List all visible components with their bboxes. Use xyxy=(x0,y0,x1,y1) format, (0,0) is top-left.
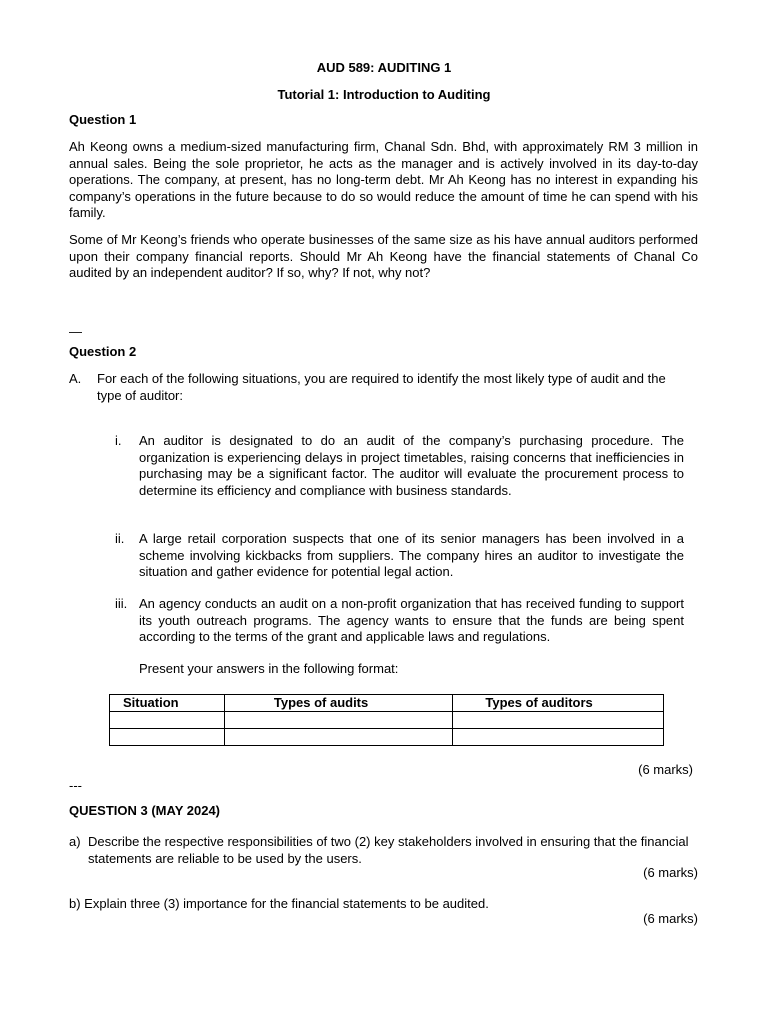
part-a-q3-text: Describe the respective responsibilities of two (2) key stakeholders involved in ensuring that the financial statements are reliable to be used by the users. xyxy=(88,834,689,866)
question-1-paragraph-2: Some of Mr Keong’s friends who operate businesses of the same size as his have annual auditors performed upon their company financial reports. Should Mr Ah Keong have the financial statements of Chanal Co audited by an independent auditor? If so, why? If not, why not? xyxy=(69,232,698,280)
part-b-q3-text: b) Explain three (3) importance for the financial statements to be audited. xyxy=(69,896,489,911)
table-cell xyxy=(110,729,225,746)
answer-format-table xyxy=(109,694,664,746)
separator-triple-dash: --- xyxy=(69,778,82,793)
table-header-types-of-auditors: Types of auditors xyxy=(453,695,664,712)
separator-dash: — xyxy=(69,324,82,339)
situation-iii-text: An agency conducts an audit on a non-profit organization that has received funding to support its youth outreach programs. The agency wants to ensure that the funds are being spent according to the terms of the grant and applicable laws and regulations. xyxy=(139,596,684,644)
question-2-heading: Question 2 xyxy=(69,344,137,359)
table-cell xyxy=(110,712,225,729)
table-cell xyxy=(453,729,664,746)
course-title: AUD 589: AUDITING 1 xyxy=(316,60,452,75)
question-2-marks: (6 marks) xyxy=(638,762,693,777)
table-cell xyxy=(224,712,453,729)
question-3a-marks: (6 marks) xyxy=(643,865,698,880)
table-header-situation: Situation xyxy=(110,695,225,712)
table-cell xyxy=(224,729,453,746)
part-a-q3-label: a) xyxy=(69,834,81,849)
part-a-text: For each of the following situations, you are required to identify the most likely type of audit and the type of auditor: xyxy=(97,371,666,403)
question-3b-marks: (6 marks) xyxy=(643,911,698,926)
table-cell xyxy=(453,712,664,729)
table-header-row xyxy=(110,695,664,712)
situation-ii-number: ii. xyxy=(115,531,125,546)
question-1-paragraph-1: Ah Keong owns a medium-sized manufacturing firm, Chanal Sdn. Bhd, with approximately RM 3 million in annual sales. Being the sole proprietor, he acts as the manager and is actively involved in its day-to-day operations. The company, at present, has no long-term debt. Mr Ah Keong has no interest in expanding his company’s operations in the future because to do so would reduce the amount of time he can spend with his family. xyxy=(69,139,698,220)
table-row xyxy=(110,712,664,729)
answer-format-instruction: Present your answers in the following format: xyxy=(139,661,399,676)
situation-iii-number: iii. xyxy=(115,596,128,611)
situation-i-number: i. xyxy=(115,433,122,448)
situation-ii-text: A large retail corporation suspects that one of its senior managers has been involved in a scheme involving kickbacks from suppliers. The company hires an auditor to investigate the situation and gather evidence for potential legal action. xyxy=(139,531,684,579)
question-1-heading: Question 1 xyxy=(69,112,137,127)
table-row xyxy=(110,729,664,746)
situation-i-text: An auditor is designated to do an audit of the company’s purchasing procedure. The organization is experiencing delays in project timetables, raising concerns that inefficiencies in purchasing may be a significant factor. The auditor will evaluate the procurement process to determine its efficiency and compliance with business standards. xyxy=(139,433,684,498)
question-3-heading: QUESTION 3 (MAY 2024) xyxy=(69,803,220,818)
table-header-types-of-audits: Types of audits xyxy=(224,695,453,712)
part-a-label: A. xyxy=(69,371,82,386)
tutorial-title: Tutorial 1: Introduction to Auditing xyxy=(277,87,491,102)
